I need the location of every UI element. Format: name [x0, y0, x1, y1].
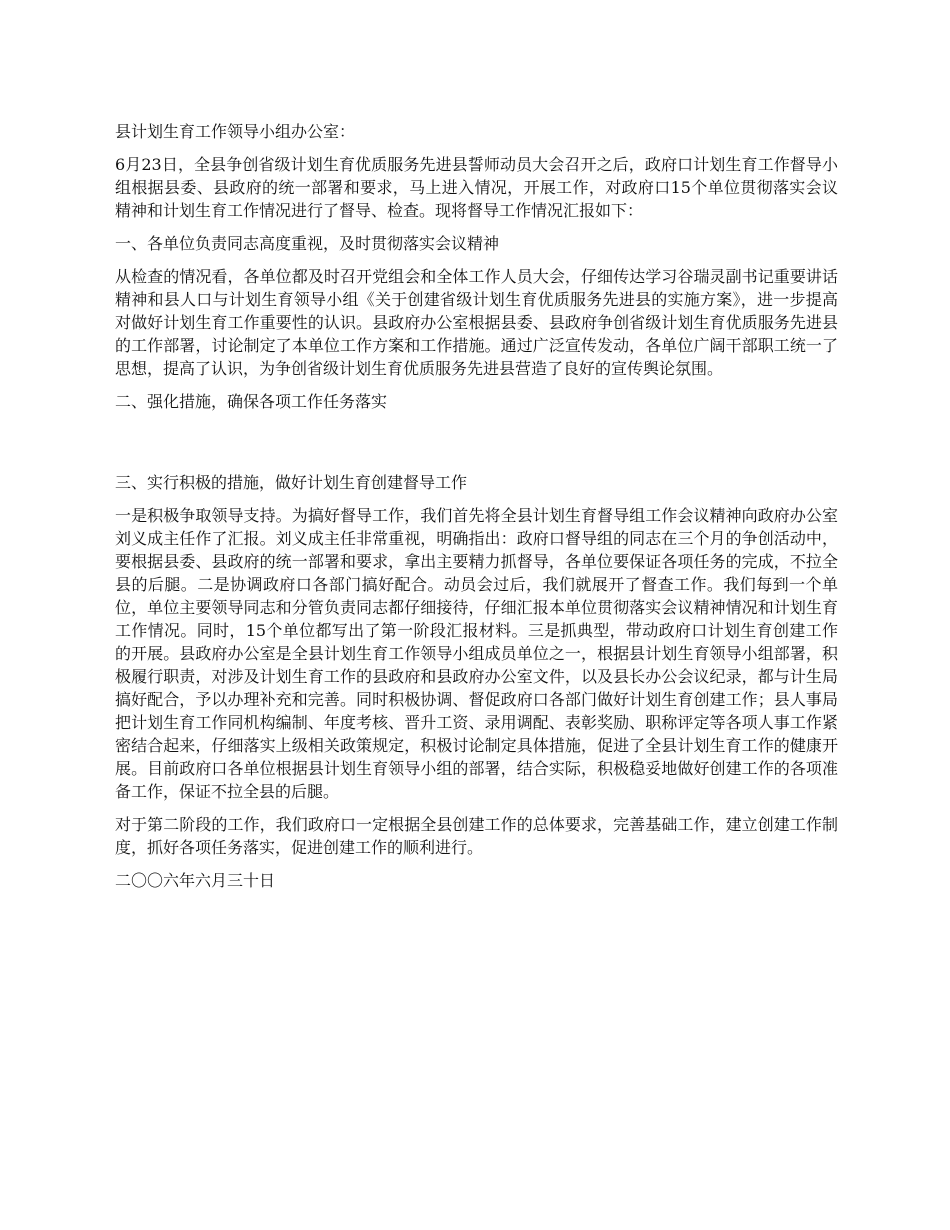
document-date: 二〇〇六年六月三十日 [115, 871, 276, 890]
section-3-heading: 三、实行积极的措施，做好计划生育创建督导工作 [115, 473, 468, 492]
section-2-heading: 二、强化措施，确保各项工作任务落实 [115, 392, 388, 411]
section-3-paragraph: 一是积极争取领导支持。为搞好督导工作，我们首先将全县计划生育督导组工作会议精神向政府办公室刘义成主任作了汇报。刘义成主任非常重视，明确指出：政府口督导组的同志在三个月的争创活动中，要根据县委、县政府的统一部署和要求，拿出主要精力抓督导，各单位要保证各项任务的完成，不拉全县的后腿。二是协调政府口各部门搞好配合。动员会过后，我们就展开了督查工作。我们每到一个单位，单位主要领导同志和分管负责同志都仔细接待，仔细汇报本单位贯彻落实会议精神情况和计划生育工作情况。同时，15个单位都写出了第一阶段汇报材料。三是抓典型，带动政府口计划生育创建工作的开展。县政府办公室是全县计划生育工作领导小组成员单位之一，根据县计划生育领导小组部署，积极履行职责，对涉及计划生育工作的县政府和县政府办公室文件，以及县长办公会议纪录，都与计生局搞好配合，予以办理补充和完善。同时积极协调、督促政府口各部门做好计划生育创建工作；县人事局把计划生育工作同机构编制、年度考核、晋升工资、录用调配、表彰奖励、职称评定等各项人事工作紧密结合起来，仔细落实上级相关政策规定，积极讨论制定具体措施，促进了全县计划生育工作的健康开展。目前政府口各单位根据县计划生育领导小组的部署，结合实际，积极稳妥地做好创建工作的各项准备工作，保证不拉全县的后腿。 [115, 506, 838, 801]
intro-paragraph: 6月23日，全县争创省级计划生育优质服务先进县誓师动员大会召开之后，政府口计划生育工作督导小组根据县委、县政府的统一部署和要求，马上进入情况，开展工作，对政府口15个单位贯彻落实会议精神和计划生育工作情况进行了督导、检查。现将督导工作情况汇报如下： [115, 155, 838, 220]
closing-paragraph: 对于第二阶段的工作，我们政府口一定根据全县创建工作的总体要求，完善基础工作，建立创建工作制度，抓好各项任务落实，促进创建工作的顺利进行。 [115, 815, 838, 857]
section-1-paragraph: 从检查的情况看，各单位都及时召开党组会和全体工作人员大会，仔细传达学习谷瑞灵副书记重要讲话精神和县人口与计划生育领导小组《关于创建省级计划生育优质服务先进县的实施方案》，进一步提高对做好计划生育工作重要性的认识。县政府办公室根据县委、县政府争创省级计划生育优质服务先进县的工作部署，讨论制定了本单位工作方案和工作措施。通过广泛宣传发动，各单位广阔干部职工统一了思想，提高了认识，为争创省级计划生育优质服务先进县营造了良好的宣传舆论氛围。 [115, 267, 838, 378]
blank-gap [115, 423, 838, 471]
salutation: 县计划生育工作领导小组办公室： [115, 122, 356, 141]
section-1-heading: 一、各单位负责同志高度重视，及时贯彻落实会议精神 [115, 234, 500, 253]
